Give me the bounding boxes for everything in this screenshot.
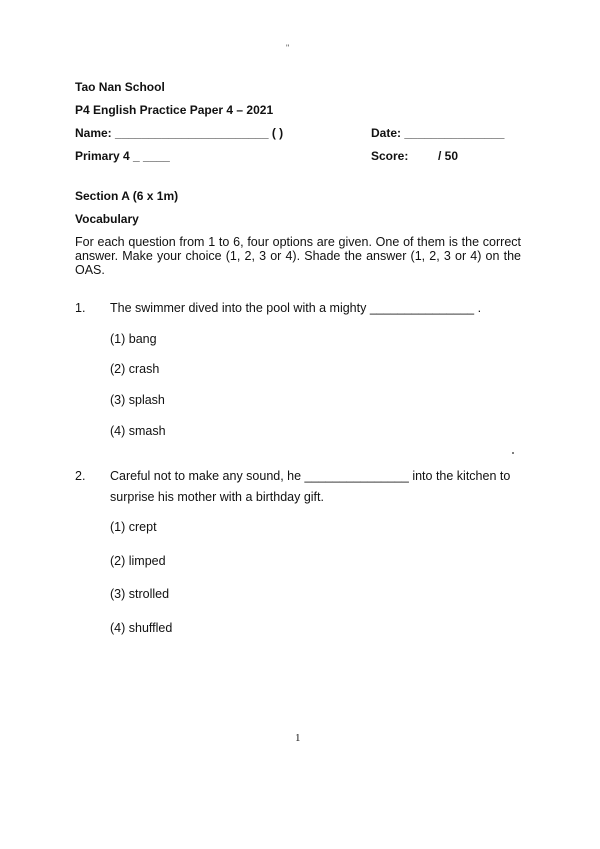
option-2: (2) limped — [110, 554, 166, 568]
scan-speck — [512, 452, 514, 454]
option-4: (4) shuffled — [110, 621, 173, 635]
question-number: 1. — [75, 301, 86, 315]
instructions: For each question from 1 to 6, four options are given. One of them is the correct answer. Make your choice (1, 2, 3 or 4). Shade the answer (1, 2, 3 or 4) on the OAS. — [75, 235, 521, 277]
option-4: (4) smash — [110, 424, 166, 438]
scan-mark: " — [286, 43, 290, 53]
option-3: (3) splash — [110, 393, 165, 407]
date-field-line: Date: _______________ — [371, 126, 505, 140]
school-name: Tao Nan School — [75, 80, 165, 94]
class-field-line: Primary 4 _ ____ — [75, 149, 170, 163]
option-3: (3) strolled — [110, 587, 170, 601]
option-1: (1) bang — [110, 332, 157, 346]
page-number: 1 — [295, 732, 301, 744]
question-number: 2. — [75, 469, 86, 483]
section-subtitle: Vocabulary — [75, 212, 139, 226]
paper-title: P4 English Practice Paper 4 – 2021 — [75, 103, 274, 117]
name-field-line: Name: _______________________ ( ) — [75, 126, 284, 140]
option-1: (1) crept — [110, 520, 157, 534]
question-text-line-1: Careful not to make any sound, he _______________ into the kitchen to — [110, 469, 511, 483]
question-text: The swimmer dived into the pool with a mighty _______________ . — [110, 301, 482, 315]
option-2: (2) crash — [110, 362, 160, 376]
section-title: Section A (6 x 1m) — [75, 189, 179, 203]
score-label: Score: — [371, 149, 409, 163]
score-total: / 50 — [438, 149, 459, 163]
question-text-line-2: surprise his mother with a birthday gift. — [110, 490, 324, 504]
